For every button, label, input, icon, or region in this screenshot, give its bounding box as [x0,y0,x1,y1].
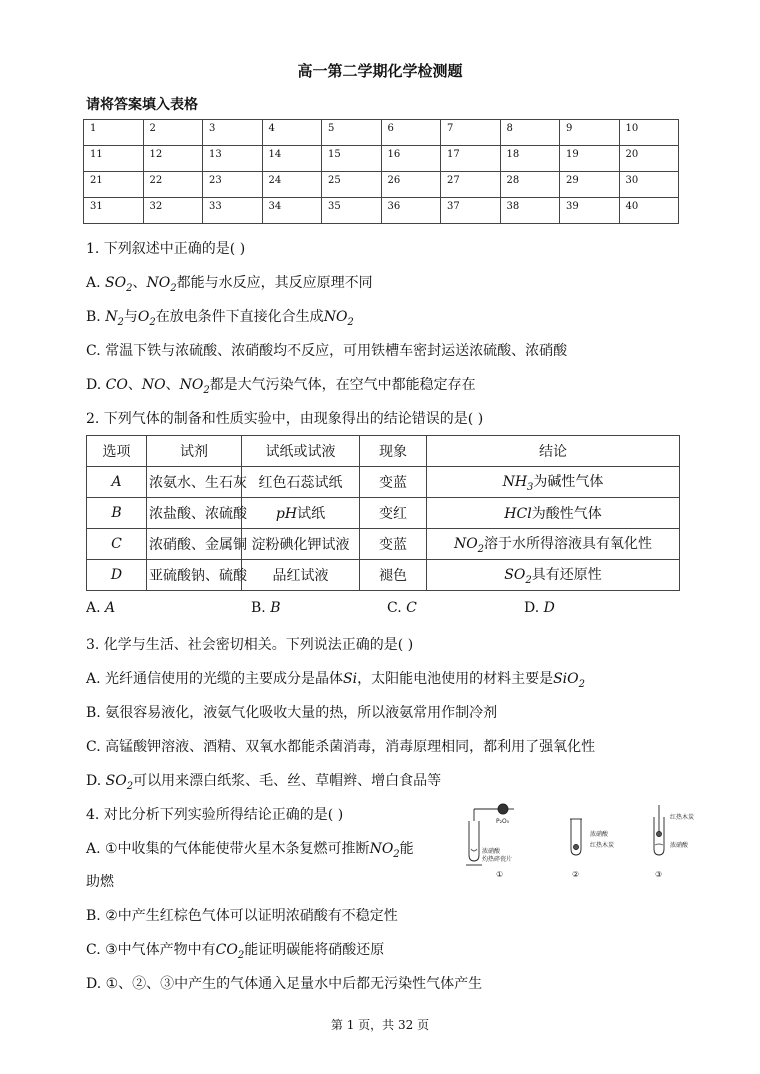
conclusion-text: 溶于水所得溶液具有氧化性 [484,536,653,553]
answer-cell: 35 [322,198,382,224]
q3-option-d [86,772,441,796]
header-cell: 选项 [87,436,147,467]
subscript: 3 [527,481,534,493]
subscript: 2 [170,282,177,294]
formula: SiO [553,671,579,687]
paper-text: 试纸 [297,506,326,522]
option-text: A. 光纤通信使用的光缆的主要成分是晶体 [86,671,344,687]
answer-cell: 38 [500,198,560,224]
header-cell: 试纸或试液 [242,436,360,467]
formula: NO [141,377,166,393]
q3-option-a [86,670,585,694]
subscript: 2 [126,282,133,294]
apparatus-3 [654,805,664,855]
answer-cell: 5 [322,120,382,146]
answer-cell: 14 [262,146,322,172]
q2-choice-d [524,600,555,616]
table-header-row [87,436,680,467]
apparatus-figure [458,803,698,881]
apparatus-3-label-a: 红热木炭 [670,814,695,821]
q2-stem: 2. 下列气体的制备和性质实验中，由现象得出的结论错误的是( ) [86,411,484,427]
choice-value: B [270,600,281,616]
reagent-cell: 浓硝酸、金属铜 [147,529,242,560]
answer-cell: 39 [560,198,620,224]
apparatus-2-number: ② [572,870,580,879]
subscript: 2 [393,848,400,860]
answer-cell: 26 [381,172,441,198]
answer-cell: 31 [84,198,144,224]
conclusion-text: 为碱性气体 [533,474,604,491]
subscript: 2 [203,384,210,396]
conclusion-text: 具有还原性 [531,567,602,584]
answer-row [84,198,679,224]
answer-row [84,120,679,146]
page-title: 高一第二学期化学检测题 [297,62,463,80]
formula: CO [105,377,128,393]
answer-cell: 28 [500,172,560,198]
formula: NH [502,474,528,491]
phenomenon-cell: 变蓝 [360,467,427,498]
red-hot-charcoal [574,845,579,850]
table-row [87,467,680,498]
answer-cell: 22 [143,172,203,198]
formula: NO [179,377,204,393]
page-footer: 第 1 页，共 32 页 [330,1018,430,1032]
answer-cell: 36 [381,198,441,224]
answer-cell: 7 [441,120,501,146]
paper-cell [242,498,360,529]
choice-value: C [406,600,417,616]
answer-cell: 24 [262,172,322,198]
separator: 、 [127,377,142,393]
subscript: 2 [126,780,134,792]
option-text: 能 [399,841,414,857]
paper-cell: 红色石蕊试纸 [242,467,360,498]
answer-cell: 19 [560,146,620,172]
formula: O [137,309,150,325]
answer-cell: 6 [381,120,441,146]
answer-cell: 8 [500,120,560,146]
q2-choice-a [86,600,115,616]
heated-chips [471,849,477,851]
q1-option-c: C. 常温下铁与浓硫酸、浓硝酸均不反应，可用铁槽车密封运送浓硫酸、浓硝酸 [86,343,568,359]
answer-row [84,146,679,172]
answer-cell: 10 [619,120,679,146]
apparatus-1-label-b: 灼热碎瓷片 [482,856,513,863]
conclusion-cell [427,529,680,560]
answer-cell: 9 [560,120,620,146]
acid-surface [655,844,663,845]
phenomenon-cell: 变红 [360,498,427,529]
option-cell: A [87,467,147,498]
answer-cell: 32 [143,198,203,224]
formula: pH [275,506,298,522]
option-cell: B [87,498,147,529]
experiment-table [86,435,680,591]
table-row [87,498,680,529]
conclusion-cell [427,560,680,591]
reagent-cell: 亚硫酸钠、硫酸 [147,560,242,591]
option-text: ，太阳能电池使用的材料主要是 [357,671,554,687]
q4-option-a [86,840,414,864]
test-tube [469,821,479,861]
phenomenon-cell: 褪色 [360,560,427,591]
answer-cell: 3 [203,120,263,146]
apparatus-1-number: ① [496,870,504,879]
option-text: 都能与水反应，其反应原理不同 [176,275,373,291]
answer-cell: 17 [441,146,501,172]
answer-row [84,172,679,198]
answer-cell: 16 [381,146,441,172]
answer-cell: 33 [203,198,263,224]
q3-stem: 3. 化学与生活、社会密切相关。下列说法正确的是( ) [86,637,414,653]
q4-option-d: D. ①、②、③中产生的气体通入足量水中后都无污染性气体产生 [86,976,483,992]
option-prefix: A. [86,275,106,291]
option-prefix: D. [86,377,106,393]
answer-cell: 2 [143,120,203,146]
q1-option-d [86,376,476,400]
formula: NO [146,275,171,291]
conclusion-text: 为酸性气体 [531,506,602,522]
answer-cell: 4 [262,120,322,146]
option-text: 能证明碳能将硝酸还原 [244,942,385,958]
option-prefix: B. [86,309,106,325]
answer-table [83,119,679,224]
subscript: 2 [578,678,586,690]
option-cell: D [87,560,147,591]
q2-choice-c [387,600,417,616]
q1-stem: 1. 下列叙述中正确的是( ) [86,241,246,257]
q2-choice-b [251,600,281,616]
answer-cell: 11 [84,146,144,172]
formula: NO [453,536,478,553]
q4-option-a-cont: 助燃 [86,874,114,890]
conclusion-cell [427,498,680,529]
apparatus-3-number: ③ [655,870,663,879]
header-cell: 试剂 [147,436,242,467]
apparatus-1-label-a: 浓硝酸 [482,848,501,855]
answer-cell: 37 [441,198,501,224]
choice-prefix: B. [251,600,271,616]
answer-cell: 12 [143,146,203,172]
q3-option-c: C. 高锰酸钾溶液、酒精、双氧水都能杀菌消毒，消毒原理相同，都利用了强氧化性 [86,739,596,755]
formula: NO [323,309,348,325]
answer-cell: 34 [262,198,322,224]
option-text: 可以用来漂白纸浆、毛、丝、草帽辫、增白食品等 [133,773,442,789]
option-text: 都是大气污染气体，在空气中都能稳定存在 [209,377,476,393]
choice-value: A [105,600,116,616]
reagent-cell: 浓氨水、生石灰 [147,467,242,498]
formula: HCl [504,506,532,522]
formula: N [105,309,118,325]
apparatus-2 [570,819,582,855]
apparatus-2-label-a: 浓硝酸 [590,831,609,838]
answer-cell: 29 [560,172,620,198]
option-text: C. ③中气体产物中有 [86,942,216,958]
answer-cell: 21 [84,172,144,198]
formula: Si [343,671,358,687]
answer-cell: 1 [84,120,144,146]
q1-option-a [86,274,373,298]
formula: SO [504,567,526,584]
drying-bulb [498,804,508,814]
apparatus-2-label-b: 红热木炭 [590,842,615,849]
q1-option-b [86,308,354,332]
p2o5-label: P₂O₅ [496,818,510,825]
option-text: 在放电条件下直接化合生成 [155,309,324,325]
choice-prefix: A. [86,600,106,616]
choice-prefix: D. [524,600,544,616]
conclusion-cell [427,467,680,498]
answer-hint: 请将答案填入表格 [86,97,198,113]
choice-value: D [543,600,555,616]
header-cell: 现象 [360,436,427,467]
option-text: A. ①中收集的气体能使带火星木条复燃可推断 [86,841,370,857]
header-cell: 结论 [427,436,680,467]
table-row [87,560,680,591]
formula: SO [105,773,127,789]
subscript: 2 [237,949,245,961]
subscript: 2 [525,574,532,586]
subscript: 2 [477,543,485,555]
formula: CO [215,942,238,958]
answer-cell: 23 [203,172,263,198]
subscript: 2 [149,316,156,328]
option-cell: C [87,529,147,560]
answer-cell: 20 [619,146,679,172]
subscript: 2 [117,316,124,328]
apparatus-3-label-b: 浓硝酸 [670,842,689,849]
phenomenon-cell: 变蓝 [360,529,427,560]
q4-option-b: B. ②中产生红棕色气体可以证明浓硝酸有不稳定性 [86,908,398,924]
answer-cell: 40 [619,198,679,224]
red-hot-charcoal [657,832,662,837]
choice-prefix: C. [387,600,407,616]
reagent-cell: 浓盐酸、浓硫酸 [147,498,242,529]
subscript: 2 [347,316,354,328]
table-row [87,529,680,560]
answer-cell: 15 [322,146,382,172]
q4-stem: 4. 对比分析下列实验所得结论正确的是( ) [86,807,344,823]
paper-cell: 品红试液 [242,560,360,591]
option-text: 与 [123,309,138,325]
q4-option-c [86,941,384,965]
answer-cell: 18 [500,146,560,172]
separator: 、 [165,377,180,393]
formula: SO [105,275,127,291]
answer-cell: 30 [619,172,679,198]
separator: 、 [132,275,147,291]
answer-cell: 13 [203,146,263,172]
answer-cell: 27 [441,172,501,198]
option-prefix: D. [86,773,106,789]
q3-option-b: B. 氨很容易液化，液氨气化吸收大量的热，所以液氨常用作制冷剂 [86,705,498,721]
formula: NO [369,841,394,857]
paper-cell: 淀粉碘化钾试液 [242,529,360,560]
answer-cell: 25 [322,172,382,198]
